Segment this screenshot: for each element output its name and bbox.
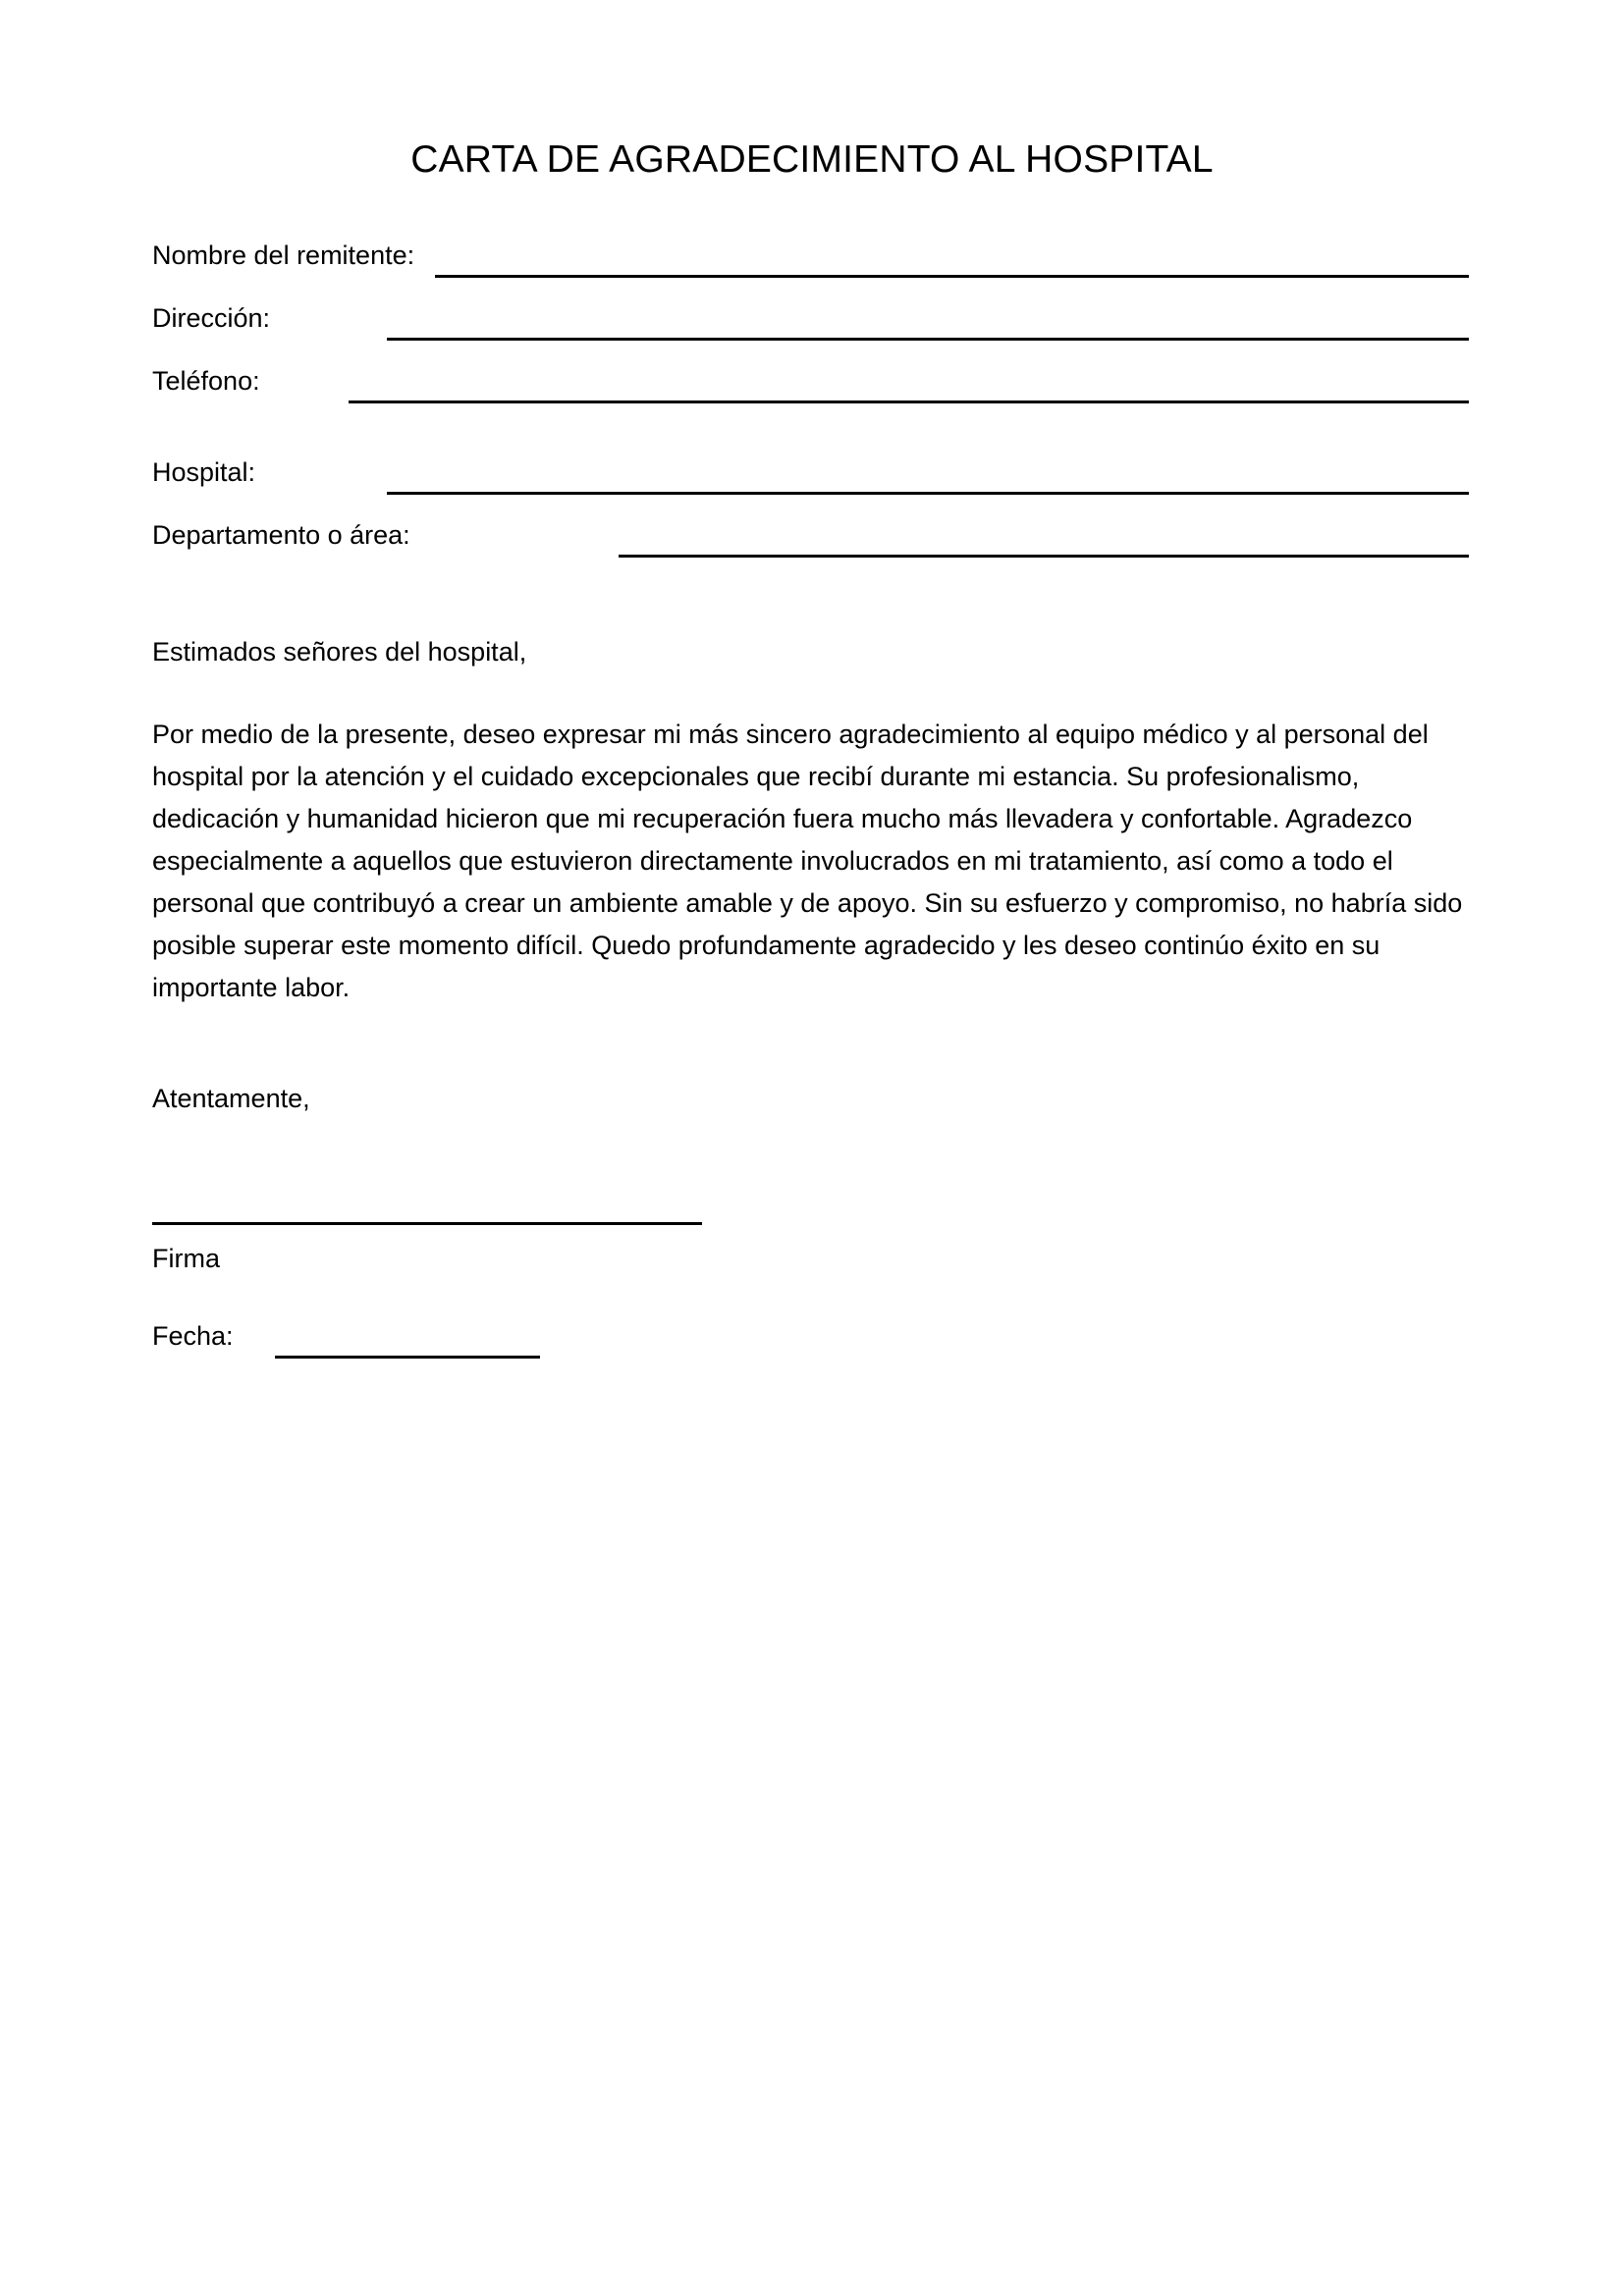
body-paragraph: Por medio de la presente, deseo expresar mi más sincero agradecimiento al equipo médico y al personal del hospital por la atención y el cuidado excepcionales que recibí durante mi estancia. Su profesionalismo, dedicación y humanidad hicieron que mi recuperación fuera mucho más llevadera y confortable. Agradezco especialmente a aquellos que estuvieron directamente involucrados en mi tratamiento, así como a todo el personal que contribuyó a crear un ambiente amable y de apoyo. Sin su esfuerzo y compromiso, no habría sido posible superar este momento difícil. Quedo profundamente agradecido y les deseo continúo éxito en su importante labor. xyxy=(152,720,1463,1002)
salutation: Estimados señores del hospital, xyxy=(152,637,527,667)
sender-name-input[interactable] xyxy=(435,275,1469,278)
field-row-hospital xyxy=(152,455,1469,495)
signature-input[interactable] xyxy=(152,1222,702,1225)
field-label-sender-name: Nombre del remitente: xyxy=(152,240,415,270)
signature-caption: Firma xyxy=(152,1244,220,1273)
signature-block xyxy=(152,1222,702,1275)
field-label-department: Departamento o área: xyxy=(152,520,410,550)
field-label-phone: Teléfono: xyxy=(152,366,260,396)
field-label-date: Fecha: xyxy=(152,1321,234,1351)
field-row-phone xyxy=(152,364,1469,403)
field-row-sender-name xyxy=(152,239,1469,278)
page-title: CARTA DE AGRADECIMIENTO AL HOSPITAL xyxy=(410,138,1214,182)
field-row-department xyxy=(152,518,1469,558)
address-input[interactable] xyxy=(387,338,1469,341)
hospital-input[interactable] xyxy=(387,492,1469,495)
department-input[interactable] xyxy=(619,555,1469,558)
closing: Atentamente, xyxy=(152,1084,310,1113)
field-label-hospital: Hospital: xyxy=(152,457,256,487)
phone-input[interactable] xyxy=(349,400,1469,403)
field-row-address xyxy=(152,301,1469,341)
field-label-address: Dirección: xyxy=(152,303,271,333)
field-row-date xyxy=(152,1319,545,1359)
date-input[interactable] xyxy=(275,1356,540,1359)
